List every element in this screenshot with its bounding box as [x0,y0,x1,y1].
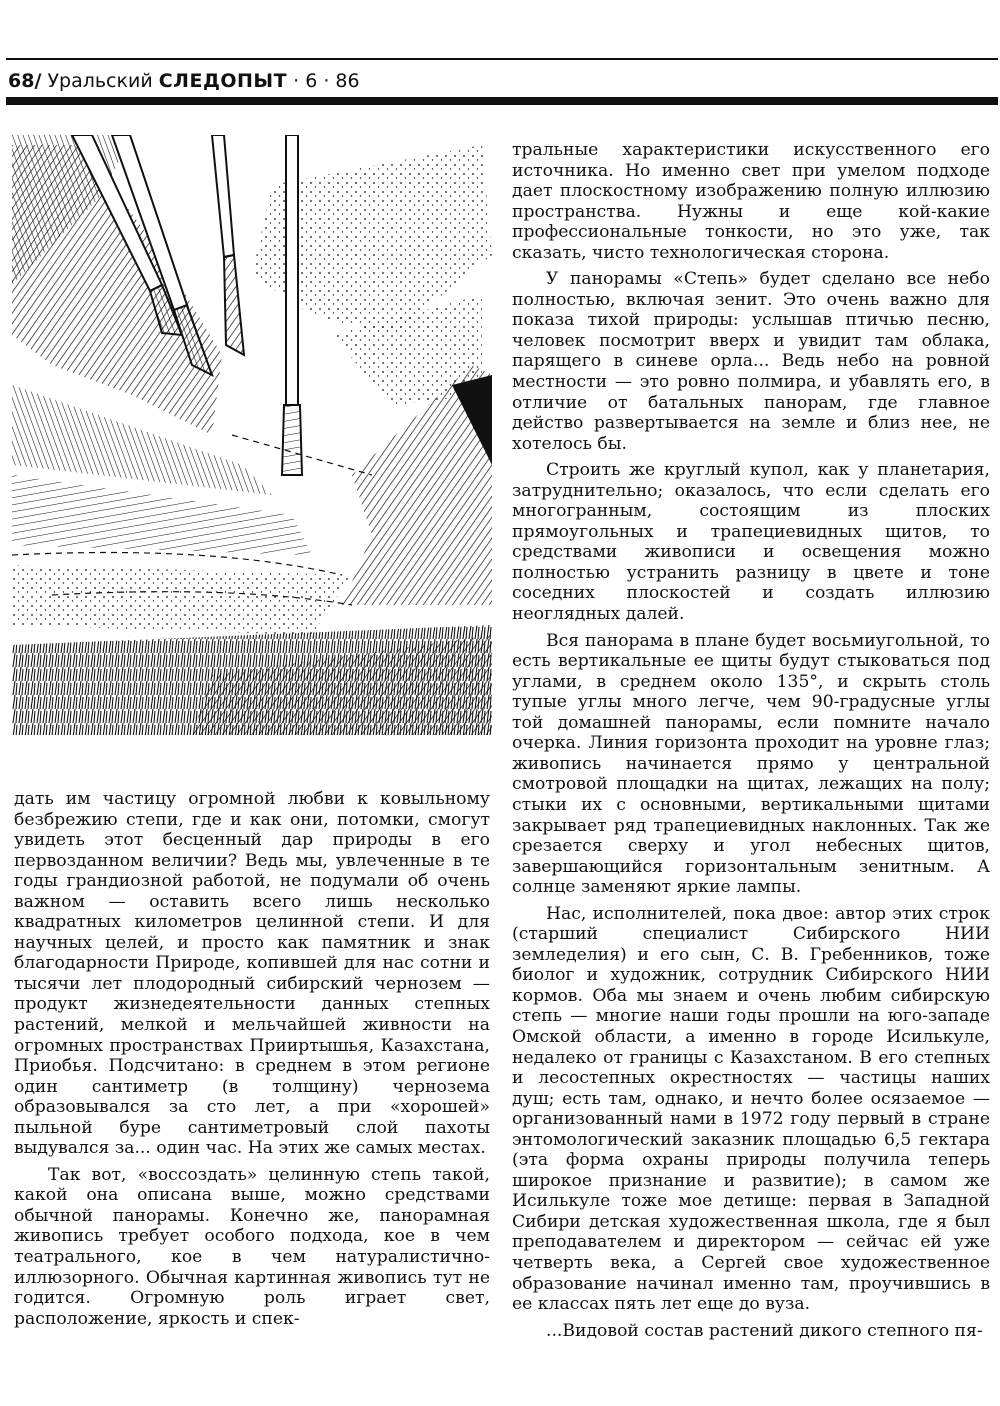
page-number: 68/ [8,70,42,92]
paragraph: Строить же круглый купол, как у планетария, затруднительно; оказалось, что если сделать его многогранным, состоящим из плоских прямоугольных и трапециевидных щитов, то средствами живописи и освещения можно полностью устранить разницу в цвете и тоне соседних плоскостей и создать иллюзию неоглядных далей. [512,460,990,625]
paragraph: тральные характеристики искусственного его источника. Но именно свет при умелом подходе дает плоскостному изображению полную иллюзию пространства. Нужны и еще кой-какие профессиональные тонкости, но это уже, так сказать, чисто технологическая сторона. [512,140,990,263]
paragraph: У панорамы «Степь» будет сделано все небо полностью, включая зенит. Это очень важно для показа тихой природы: услышав птичью песню, человек посмотрит вверх и увидит там облака, парящего в синеве орла... Ведь небо на ровной местности — это ровно полмира, и убавлять его, в отличие от батальных панорам, где главное действо развертывается на земле и близ нее, не хотелось бы. [512,269,990,454]
issue-number: · 6 · 86 [293,70,360,92]
paragraph: ...Видовой состав растений дикого степного пя- [546,1320,983,1341]
page-header [8,66,360,96]
magazine-brand: СЛЕДОПЫТ [158,70,288,92]
paragraph: Вся панорама в плане будет восьмиугольной, то есть вертикальные ее щиты будут стыковаться под углами, в среднем около 135°, и скрыть столь тупые углы много легче, чем 90-градусные углы той домашней панорамы, если помните начало очерка. Линия горизонта проходит на уровне глаз; живопись начинается прямо у центральной смотровой площадки на щитах, лежащих на полу; стыки их с основными, вертикальными щитами закрывает ряд трапециевидных наклонных. Так же срезается сверху и угол небесных щитов, завершающийся горизонтальным зенитным. А солнце заменяют яркие лампы. [512,630,990,898]
magazine-prefix: Уральский [47,70,153,92]
header-top-rule [6,58,998,60]
steppe-brushes-illustration [12,135,492,735]
paragraph: Так вот, «воссоздать» целинную степь такой, какой она описана выше, можно средствами обычной панорамы. Конечно же, панорамная живопись требует особого подхода, кое в чем театрального, кое в чем натуралистично-иллюзорного. Обычная картинная живопись тут не годится. Огромную роль играет свет, расположение, яркость и спек- [14,1164,490,1329]
left-column [14,789,490,1329]
paragraph: дать им частицу огромной любви к ковыльному безбрежию степи, где и как они, потомки, смогут увидеть этот бесценный дар природы в его первозданном величии? Ведь мы, увлеченные в те годы грандиозной работой, не подумали об очень важном — оставить всего лишь несколько квадратных километров целинной степи. И для научных целей, и просто как памятник и знак благодарности Природе, копившей для нас сотни и тысячи лет плодородный сибирский чернозем — продукт жизнедеятельности данных степных растений, мелкой и мельчайшей живности на огромных пространствах Прииртышья, Казахстана, Приобья. Подсчитано: в среднем в этом регионе один сантиметр (в толщину) чернозема образовывался за сто лет, а при «хорошей» пыльной буре сантиметровый слой пахоты выдувался за... один час. На этих же самых местах. [14,789,490,1159]
paragraph: Нас, исполнителей, пока двое: автор этих строк (старший специалист Сибирского НИИ земледелия) и его сын, С. В. Гребенников, тоже биолог и художник, сотрудник Сибирского НИИ кормов. Оба мы знаем и очень любим сибирскую степь — многие наши годы прошли на юго-западе Омской области, а именно в городе Исилькуле, недалеко от границы с Казахстаном. В его степных и лесостепных окрестностях — частицы наших душ; есть там, однако, и нечто более осязаемое — организованный нами в 1972 году первый в стране энтомологический заказник площадью 6,5 гектара (эта форма охраны природы получила теперь широкое признание и развитие); в самом же Исилькуле тоже мое детище: первая в Западной Сибири детская художественная школа, где я был преподавателем и директором — сейчас ей уже четверть века, а Сергей свое художественное образование начинал именно там, проучившись в ее классах пять лет еще до вуза. [512,903,990,1315]
right-column [512,140,990,1341]
header-thick-rule [6,97,998,105]
